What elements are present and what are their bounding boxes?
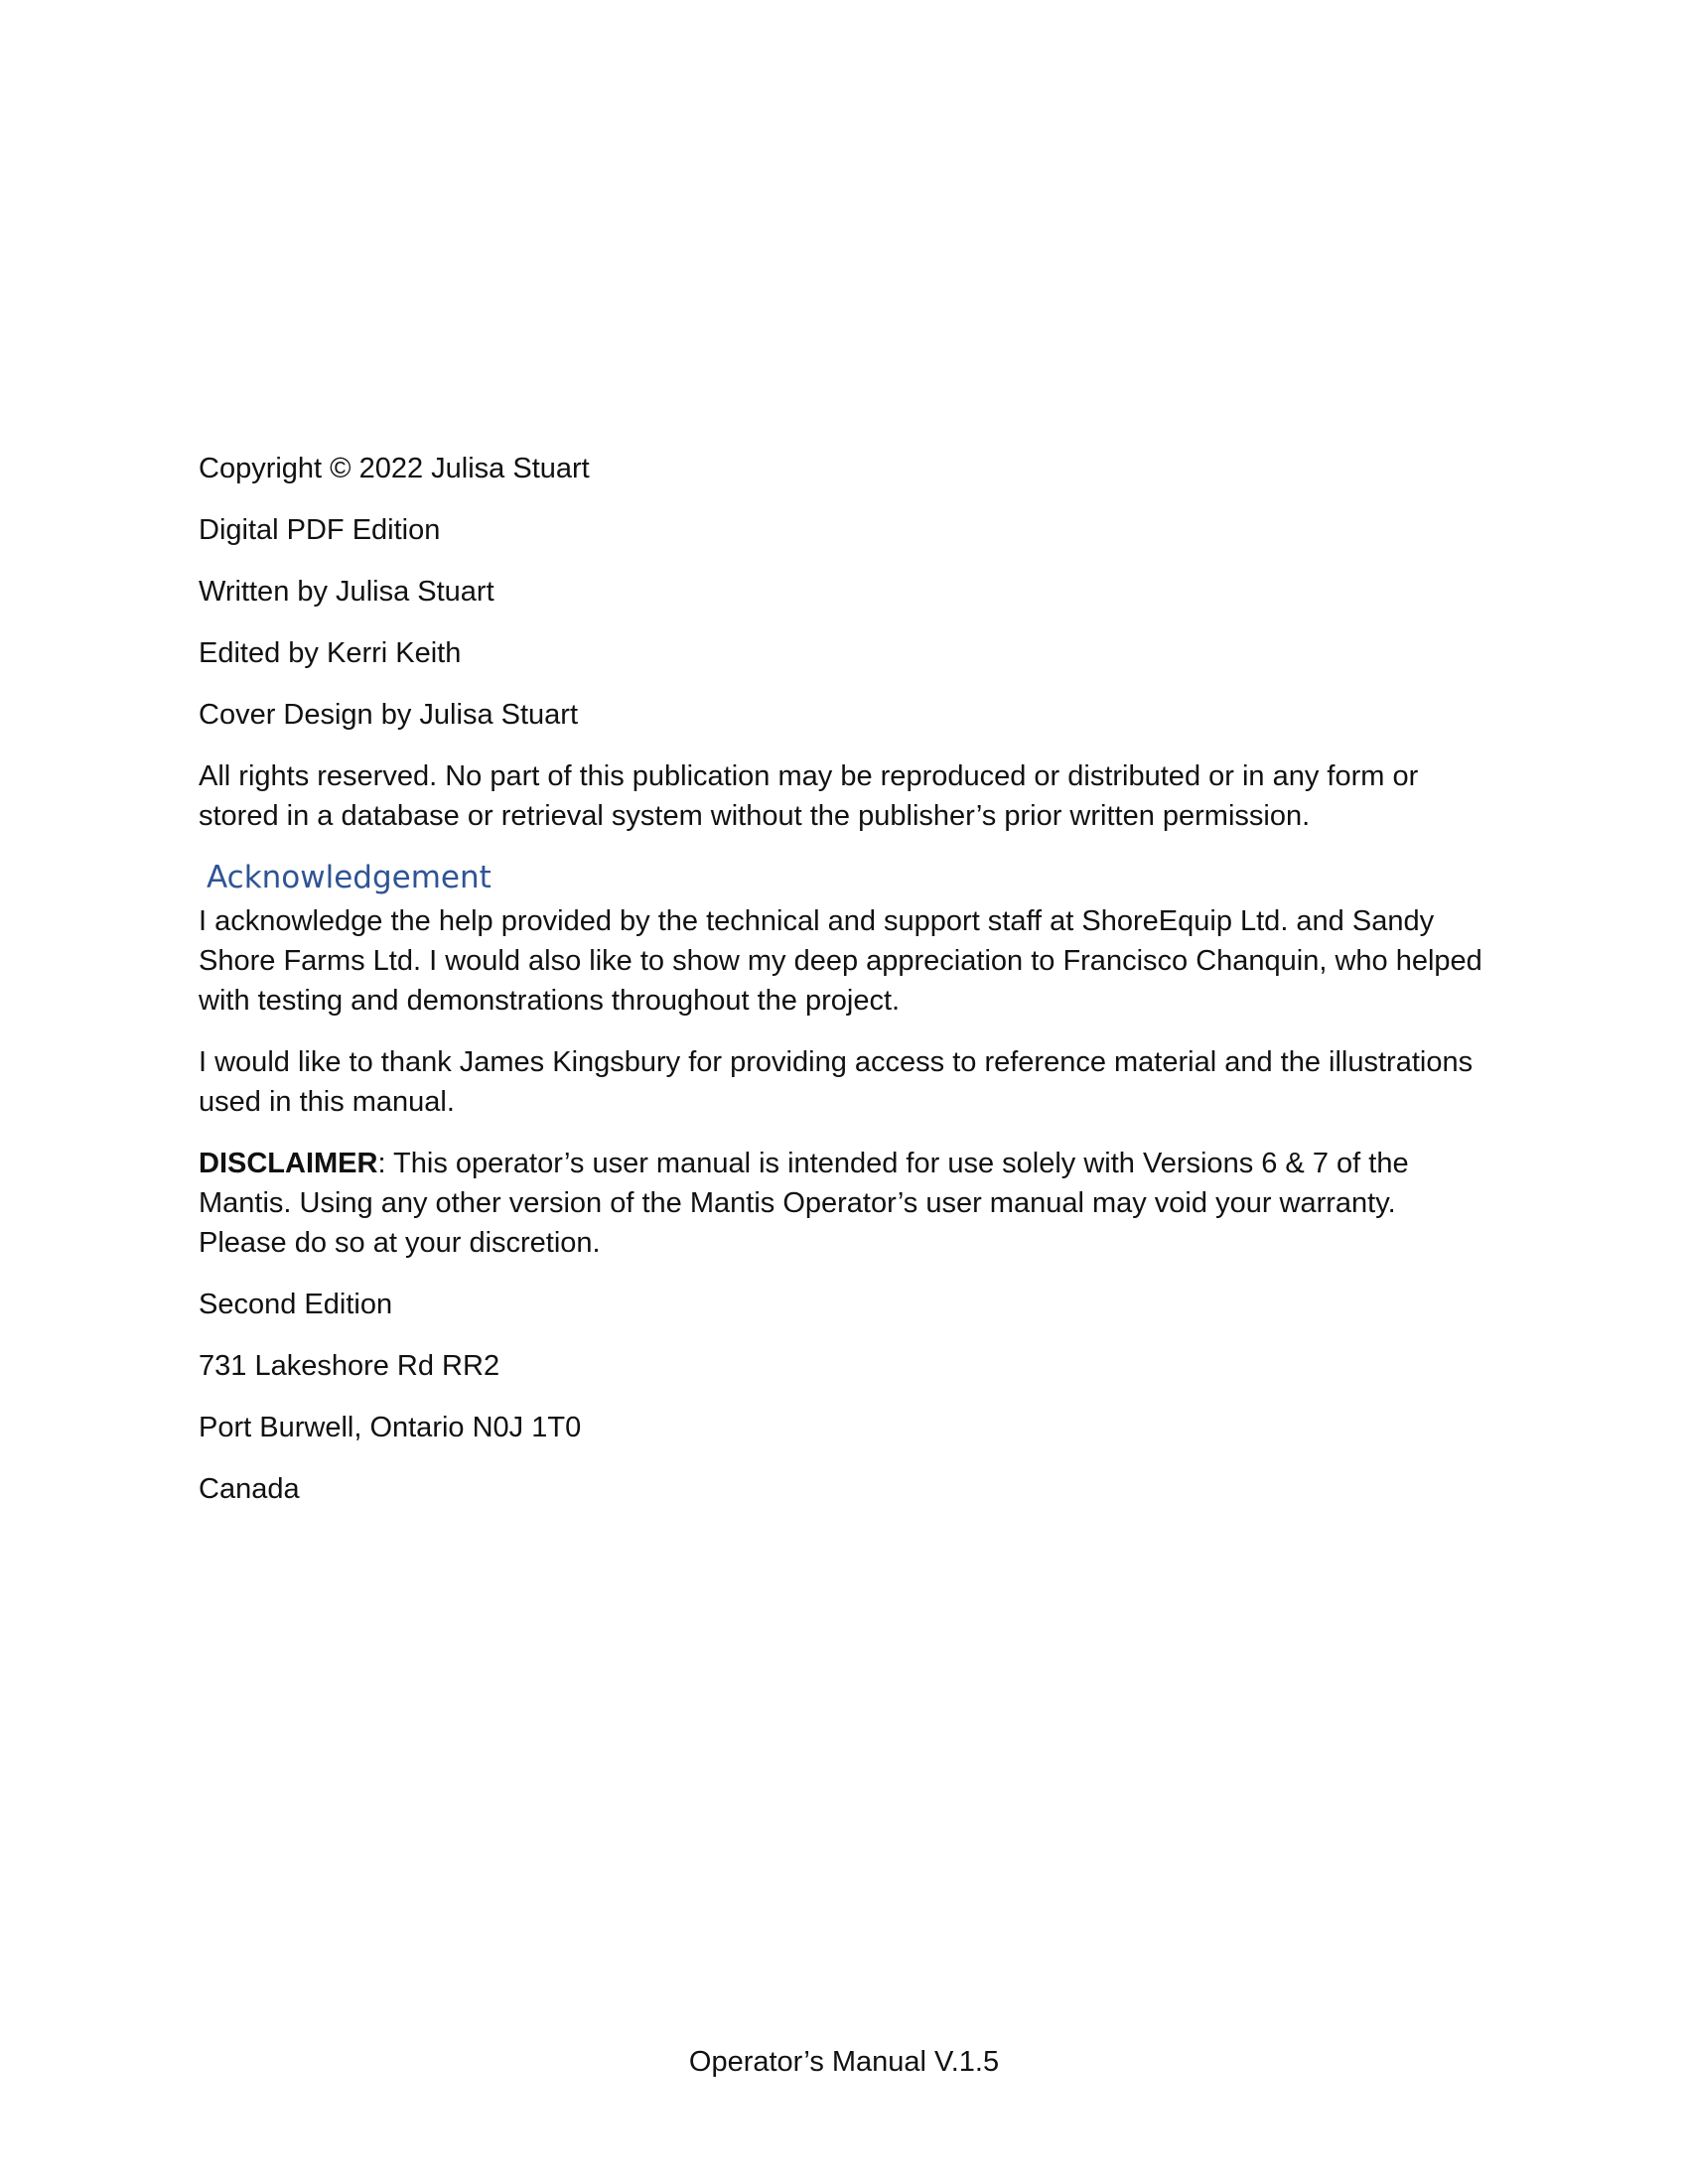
written-by-line: Written by Julisa Stuart xyxy=(199,576,494,608)
disclaimer-paragraph xyxy=(199,1144,1489,1263)
edition-format-line: Digital PDF Edition xyxy=(199,514,441,546)
second-edition-line: Second Edition xyxy=(199,1289,393,1320)
disclaimer-label: DISCLAIMER xyxy=(199,1148,378,1179)
acknowledgement-heading: Acknowledgement xyxy=(207,860,492,895)
acknowledgement-paragraph-2: I would like to thank James Kingsbury for providing access to reference material and the illustrations used in this manual. xyxy=(199,1046,1474,1118)
copyright-line: Copyright © 2022 Julisa Stuart xyxy=(199,453,590,484)
address-city-line: Port Burwell, Ontario N0J 1T0 xyxy=(199,1412,582,1443)
acknowledgement-paragraph-1: I acknowledge the help provided by the technical and support staff at ShoreEquip Ltd. and Sandy Shore Farms Ltd. I would also like to show my deep appreciation to Francisco Chanquin, who helped with testing and demonstrations throughout the project. xyxy=(199,905,1482,1017)
page-footer: Operator’s Manual V.1.5 xyxy=(688,2046,1000,2078)
rights-paragraph: All rights reserved. No part of this publication may be reproduced or distributed or in any form or stored in a database or retrieval system without the publisher’s prior written permission. xyxy=(199,760,1419,832)
address-country-line: Canada xyxy=(199,1473,300,1505)
page-content xyxy=(199,449,1489,1531)
cover-design-line: Cover Design by Julisa Stuart xyxy=(199,699,578,731)
address-street-line: 731 Lakeshore Rd RR2 xyxy=(199,1350,500,1382)
disclaimer-text: : This operator’s user manual is intended for use solely with Versions 6 & 7 of the Mantis. Using any other version of the Mantis Operator’s user manual may void your warranty. Please do so at your discretion. xyxy=(199,1148,1409,1259)
edited-by-line: Edited by Kerri Keith xyxy=(199,637,462,669)
